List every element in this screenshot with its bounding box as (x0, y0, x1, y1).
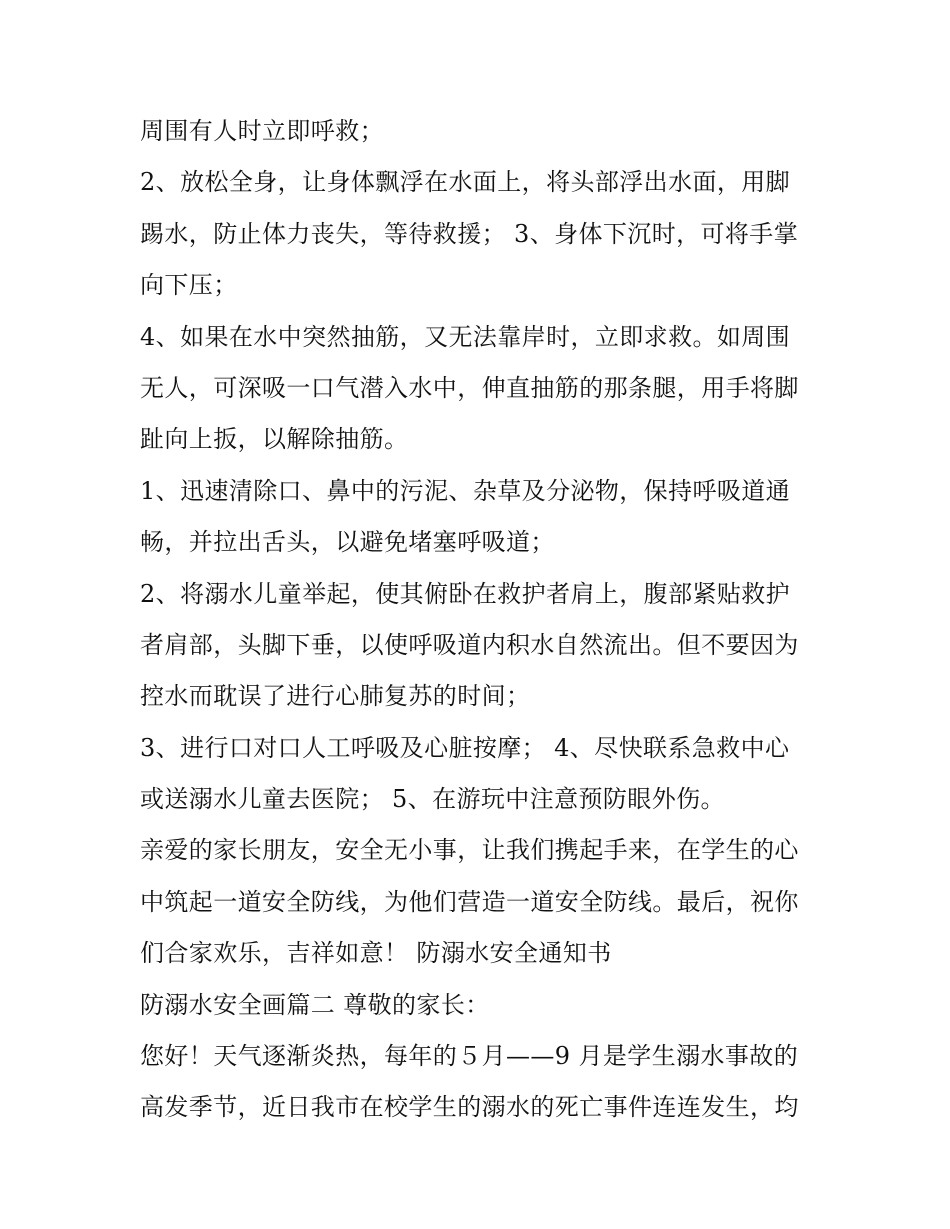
text-line: 畅，并拉出舌头，以避免堵塞呼吸道； (140, 528, 555, 557)
text-line: 们合家欢乐，吉祥如意！ 防溺水安全通知书 (140, 939, 612, 968)
text-line: 踢水，防止体力丧失，等待救援； 3、身体下沉时，可将手掌 (140, 219, 799, 248)
text-line: 1、迅速清除口、鼻中的污泥、杂草及分泌物，保持呼吸道通 (140, 476, 791, 505)
text-line: 趾向上扳，以解除抽筋。 (140, 425, 409, 454)
text-line: 高发季节，近日我市在校学生的溺水的死亡事件连连发生，均 (140, 1093, 799, 1122)
text-line: 向下压； (140, 271, 238, 300)
text-line: 亲爱的家长朋友，安全无小事，让我们携起手来，在学生的心 (140, 836, 799, 865)
text-line: 者肩部，头脚下垂，以使呼吸道内积水自然流出。但不要因为 (140, 630, 799, 659)
section-heading-line: 防溺水安全画篇二 尊敬的家长： (140, 990, 490, 1019)
text-line: 或送溺水儿童去医院； 5、在游玩中注意预防眼外伤。 (140, 785, 725, 814)
document-body (140, 106, 820, 1134)
text-line: 3、进行口对口人工呼吸及心脏按摩； 4、尽快联系急救中心 (140, 733, 790, 762)
text-line: 无人，可深吸一口气潜入水中，伸直抽筋的那条腿，用手将脚 (140, 373, 799, 402)
text-line: 控水而耽误了进行心肺复苏的时间； (140, 682, 531, 711)
text-line: 4、如果在水中突然抽筋，又无法靠岸时，立即求救。如周围 (140, 322, 791, 351)
text-line: 2、放松全身，让身体飘浮在水面上，将头部浮出水面，用脚 (140, 168, 791, 197)
text-line: 您好！天气逐渐炎热，每年的５月——9 月是学生溺水事故的 (140, 1042, 799, 1071)
text-line: 中筑起一道安全防线，为他们营造一道安全防线。最后，祝你 (140, 887, 799, 916)
text-line: 2、将溺水儿童举起，使其俯卧在救护者肩上，腹部紧贴救护 (140, 579, 791, 608)
text-line: 周围有人时立即呼救； (140, 117, 384, 145)
